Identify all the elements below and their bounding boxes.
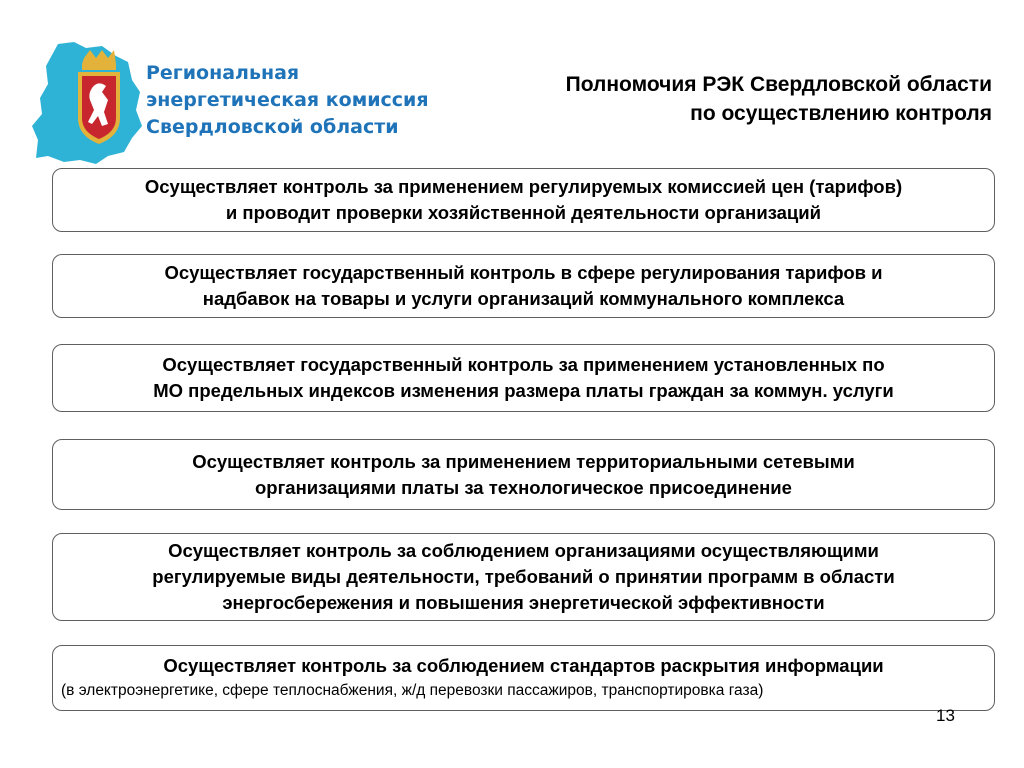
box-text-line: МО предельных индексов изменения размера платы граждан за коммун. услуги (153, 380, 894, 401)
coat-of-arms-icon (78, 50, 120, 144)
logo (28, 40, 429, 168)
box-text-line: Осуществляет государственный контроль в сфере регулирования тарифов и (164, 262, 883, 283)
authority-box (52, 254, 995, 318)
org-name (146, 60, 429, 141)
page-number: 13 (936, 706, 955, 725)
authority-box (52, 344, 995, 412)
authority-box (52, 168, 995, 232)
authority-box (52, 645, 995, 711)
box-text-line: Осуществляет государственный контроль за применением установленных по (162, 354, 885, 375)
org-name-line: Свердловской области (146, 116, 399, 138)
box-text-line: Осуществляет контроль за применением регулируемых комиссией цен (тарифов) (144, 176, 903, 197)
authority-box (52, 533, 995, 621)
page-title (432, 70, 992, 128)
authority-box (52, 439, 995, 510)
box-text-line: регулируемые виды деятельности, требований о принятии программ в области (152, 566, 895, 587)
box-text-line: Осуществляет контроль за применением территориальными сетевыми (192, 450, 855, 472)
org-name-line: Региональная (146, 62, 300, 84)
box-text-line: Осуществляет контроль за соблюдением стандартов раскрытия информации (163, 655, 884, 676)
box-text-line: и проводит проверки хозяйственной деятельности организаций (225, 202, 822, 223)
box-subtext: (в электроэнергетике, сфере теплоснабжения, ж/д перевозки пассажиров, транспортировка газа) (61, 682, 764, 699)
box-text-line: Осуществляет контроль за соблюдением организациями осуществляющими (168, 540, 879, 561)
box-text-line: организациями платы за технологическое присоединение (255, 476, 792, 498)
region-map-icon (28, 40, 148, 168)
title-line: по осуществлению контроля (690, 102, 992, 125)
title-line: Полномочия РЭК Свердловской области (565, 73, 992, 96)
org-name-line: энергетическая комиссия (146, 89, 429, 111)
box-text-line: надбавок на товары и услуги организаций коммунального комплекса (202, 288, 845, 309)
box-text-line: энергосбережения и повышения энергетической эффективности (222, 592, 825, 613)
